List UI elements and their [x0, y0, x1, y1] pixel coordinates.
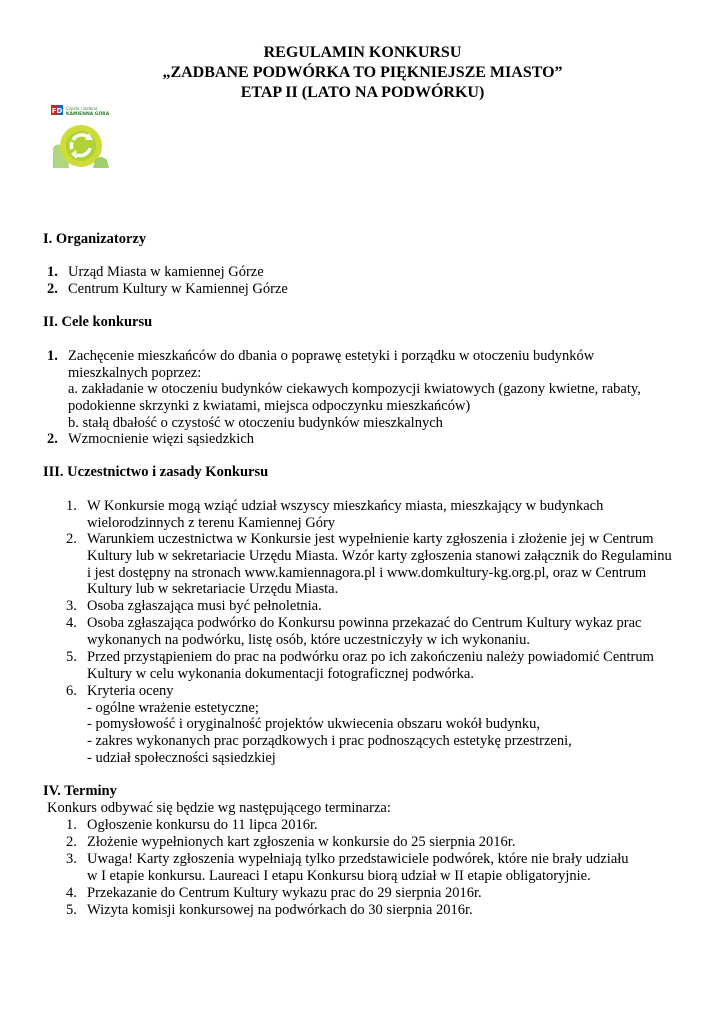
list-item-line: a. zakładanie w otoczeniu budynków ciekawych kompozycji kwiatowych (gazony kwietne, rabaty,	[68, 381, 641, 397]
section-goals-heading: II. Cele konkursu	[43, 314, 153, 330]
list-item-line: w I etapie konkursu. Laureaci I etapu Konkursu biorą udział w II etapie obligatoryjnie.	[87, 868, 591, 884]
title-line-1: REGULAMIN KONKURSU	[263, 44, 462, 61]
section-participation-heading: III. Uczestnictwo i zasady Konkursu	[43, 464, 269, 480]
list-item-line: wielorodzinnych z terenu Kamiennej Góry	[87, 515, 336, 531]
list-item-line: i jest dostępny na stronach www.kamiennagora.pl i www.domkultury-kg.org.pl, oraz w Centrum	[87, 565, 647, 581]
list-number: 5.	[66, 902, 77, 918]
logo-caption: Czysta i zielona	[66, 106, 98, 111]
list-number: 2.	[66, 531, 77, 547]
list-item-line: Złożenie wypełnionych kart zgłoszenia w konkursie do 25 sierpnia 2016r.	[87, 834, 516, 850]
list-item-line: Kryteria oceny	[87, 683, 174, 699]
list-item-line: Osoba zgłaszająca musi być pełnoletnia.	[87, 598, 322, 614]
list-item-line: mieszkalnych poprzez:	[68, 365, 202, 381]
section-deadlines-heading: IV. Terminy	[43, 783, 117, 799]
list-number: 4.	[66, 885, 77, 901]
list-number: 2.	[66, 834, 77, 850]
list-number: 3.	[66, 598, 77, 614]
list-item-line: - ogólne wrażenie estetyczne;	[87, 700, 259, 716]
recycle-globe-icon	[47, 102, 119, 174]
list-item-line: Wzmocnienie więzi sąsiedzkich	[68, 431, 255, 447]
list-number: 3.	[66, 851, 77, 867]
list-item-line: Kultury lub w sekretariacie Urzędu Miasta. Wzór karty zgłoszenia stanowi załącznik do Regulaminu	[87, 548, 672, 564]
list-number: 1.	[47, 348, 58, 364]
list-item-line: Ogłoszenie konkursu do 11 lipca 2016r.	[87, 817, 318, 833]
list-item-line: - pomysłowość i oryginalność projektów ukwiecenia obszaru wokół budynku,	[87, 716, 541, 732]
list-item-line: - zakres wykonanych prac porządkowych i prac podnoszących estetykę przestrzeni,	[87, 733, 572, 749]
list-item-line: wykonanych na podwórku, listę osób, które uczestniczyły w ich wykonaniu.	[87, 632, 530, 648]
list-item-line: b. stałą dbałość o czystość w otoczeniu budynków mieszkalnych	[68, 415, 443, 431]
list-number: 5.	[66, 649, 77, 665]
list-item: Urząd Miasta w kamiennej Górze	[68, 264, 264, 280]
list-number: 2.	[47, 431, 58, 447]
svg-text:KAMIENNA GÓRA: KAMIENNA GÓRA	[66, 112, 110, 117]
logo-badge-text: FD	[51, 107, 63, 115]
list-item-line: - udział społeczności sąsiedzkiej	[87, 750, 276, 766]
list-number: 1.	[66, 498, 77, 514]
list-item-line: W Konkursie mogą wziąć udział wszyscy mieszkańcy miasta, mieszkający w budynkach	[87, 498, 604, 514]
deadlines-intro: Konkurs odbywać się będzie wg następującego terminarza:	[47, 800, 391, 816]
list-item-line: Przekazanie do Centrum Kultury wykazu prac do 29 sierpnia 2016r.	[87, 885, 482, 901]
list-item-line: podokienne skrzynki z kwiatami, miejsca odpoczynku mieszkańców)	[68, 398, 471, 414]
list-item-line: Wizyta komisji konkursowej na podwórkach do 30 sierpnia 2016r.	[87, 902, 473, 918]
list-item-line: Przed przystąpieniem do prac na podwórku oraz po ich zakończeniu należy powiadomić Centrum	[87, 649, 654, 665]
title-line-2: „ZADBANE PODWÓRKA TO PIĘKNIEJSZE MIASTO”	[162, 64, 563, 81]
title-line-3: ETAP II (LATO NA PODWÓRKU)	[240, 84, 485, 101]
list-item-line: Kultury w celu wykonania dokumentacji fotograficznej podwórka.	[87, 666, 474, 682]
section-organizers-heading: I. Organizatorzy	[43, 231, 147, 247]
list-number: 2.	[47, 281, 58, 297]
list-item: Centrum Kultury w Kamiennej Górze	[68, 281, 288, 297]
list-item-line: Uwaga! Karty zgłoszenia wypełniają tylko przedstawiciele podwórek, które nie brały udziału	[87, 851, 629, 867]
list-item-line: Zachęcenie mieszkańców do dbania o poprawę estetyki i porządku w otoczeniu budynków	[68, 348, 595, 364]
list-number: 1.	[66, 817, 77, 833]
list-item-line: Osoba zgłaszająca podwórko do Konkursu powinna przekazać do Centrum Kultury wykaz prac	[87, 615, 642, 631]
list-item-line: Kultury lub w sekretariacie Urzędu Miasta.	[87, 581, 339, 597]
competition-logo	[47, 102, 119, 174]
list-item-line: Warunkiem uczestnictwa w Konkursie jest wypełnienie karty zgłoszenia i złożenie jej w Centrum	[87, 531, 654, 547]
list-number: 1.	[47, 264, 58, 280]
list-number: 4.	[66, 615, 77, 631]
list-number: 6.	[66, 683, 77, 699]
